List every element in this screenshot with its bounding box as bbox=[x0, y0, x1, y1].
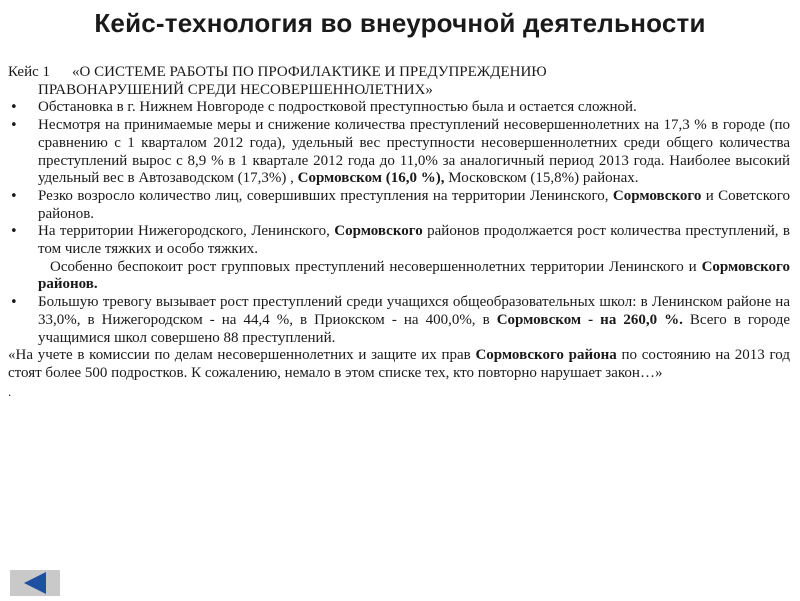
list-item bbox=[8, 117, 790, 188]
quote-paragraph bbox=[8, 347, 790, 382]
bullet-list bbox=[8, 99, 790, 258]
bullet-list bbox=[8, 294, 790, 347]
bullet-bold-text: Сормовском - на 260,0 %. bbox=[496, 311, 683, 328]
slide-body bbox=[8, 64, 790, 400]
case-heading-line2: ПРАВОНАРУШЕНИЙ СРЕДИ НЕСОВЕРШЕННОЛЕТНИХ» bbox=[38, 81, 433, 98]
paragraph bbox=[8, 259, 790, 294]
triangle-left-icon bbox=[10, 570, 60, 596]
bullet-bold-text: Сормовского bbox=[334, 223, 423, 240]
bullet-text: На территории Нижегородского, Ленинского, bbox=[38, 223, 335, 240]
bullet-icon: • bbox=[10, 100, 18, 116]
quote-bold-text: Сормовского района bbox=[475, 347, 617, 364]
bullet-text: и Советского районов. bbox=[38, 187, 790, 222]
bullet-text: Всего в городе учащимися школ совершено 88 преступлений. bbox=[38, 311, 790, 346]
list-item bbox=[8, 294, 790, 347]
quote-text: по состоянию на 2013 год стоят более 500 подростков. К сожалению, немало в этом списке тех, кто повторно нарушает закон…» bbox=[8, 347, 791, 381]
bullet-text: Обстановка в г. Нижнем Новгороде с подростковой преступностью была и остается сложной. bbox=[38, 99, 637, 116]
bullet-icon: • bbox=[10, 295, 18, 311]
case-heading bbox=[8, 64, 790, 99]
case-heading-line1: «О СИСТЕМЕ РАБОТЫ ПО ПРОФИЛАКТИКЕ И ПРЕДУПРЕЖДЕНИЮ bbox=[72, 64, 547, 80]
paragraph-text: Особенно беспокоит рост групповых преступлений несовершеннолетних территории Ленинского и bbox=[50, 258, 702, 275]
list-item bbox=[8, 223, 790, 258]
bullet-icon: • bbox=[10, 118, 18, 134]
bullet-icon: • bbox=[10, 224, 18, 240]
list-item bbox=[8, 99, 790, 117]
bullet-text: Московском (15,8%) районах. bbox=[444, 170, 639, 187]
bullet-text: Резко возросло количество лиц, совершивших преступления на территории Ленинского, bbox=[38, 187, 613, 204]
bullet-text: Несмотря на принимаемые меры и снижение количества преступлений несовершеннолетних на 17,3 % в городе (по сравнению с 1 кварталом 2012 года), удельный вес преступности несовершеннолетних среди общего количества преступлений вырос с 8,9 % в 1 квартале 2012 года до 11,0% за аналогичный период 2013 года. Наиболее высокий удельный вес в Автозаводском (17,3%) , bbox=[38, 117, 790, 187]
case-number: Кейс 1 bbox=[8, 64, 51, 80]
list-item bbox=[8, 188, 790, 223]
bullet-text: районов продолжается рост количества преступлений, в том числе тяжких и особо тяжких. bbox=[38, 223, 791, 258]
bullet-bold-text: Сормовского bbox=[612, 187, 702, 204]
bullet-icon: • bbox=[10, 188, 18, 204]
bullet-text: Большую тревогу вызывает рост преступлений среди учащихся общеобразовательных школ: в Ленинском районе на 33,0%, в Нижегородском - на 44,4 %, в Приокском - на 400,0%, в bbox=[38, 294, 790, 328]
page-title: Кейс-технология во внеурочной деятельности bbox=[94, 8, 706, 38]
paragraph-bold-text: Сормовского районов. bbox=[38, 258, 790, 293]
trailing-dot: . bbox=[8, 383, 12, 399]
back-button[interactable] bbox=[10, 570, 60, 596]
bullet-bold-text: Сормовском (16,0 %), bbox=[297, 170, 445, 187]
quote-text: «На учете в комиссии по делам несовершеннолетних и защите их прав bbox=[8, 347, 476, 364]
